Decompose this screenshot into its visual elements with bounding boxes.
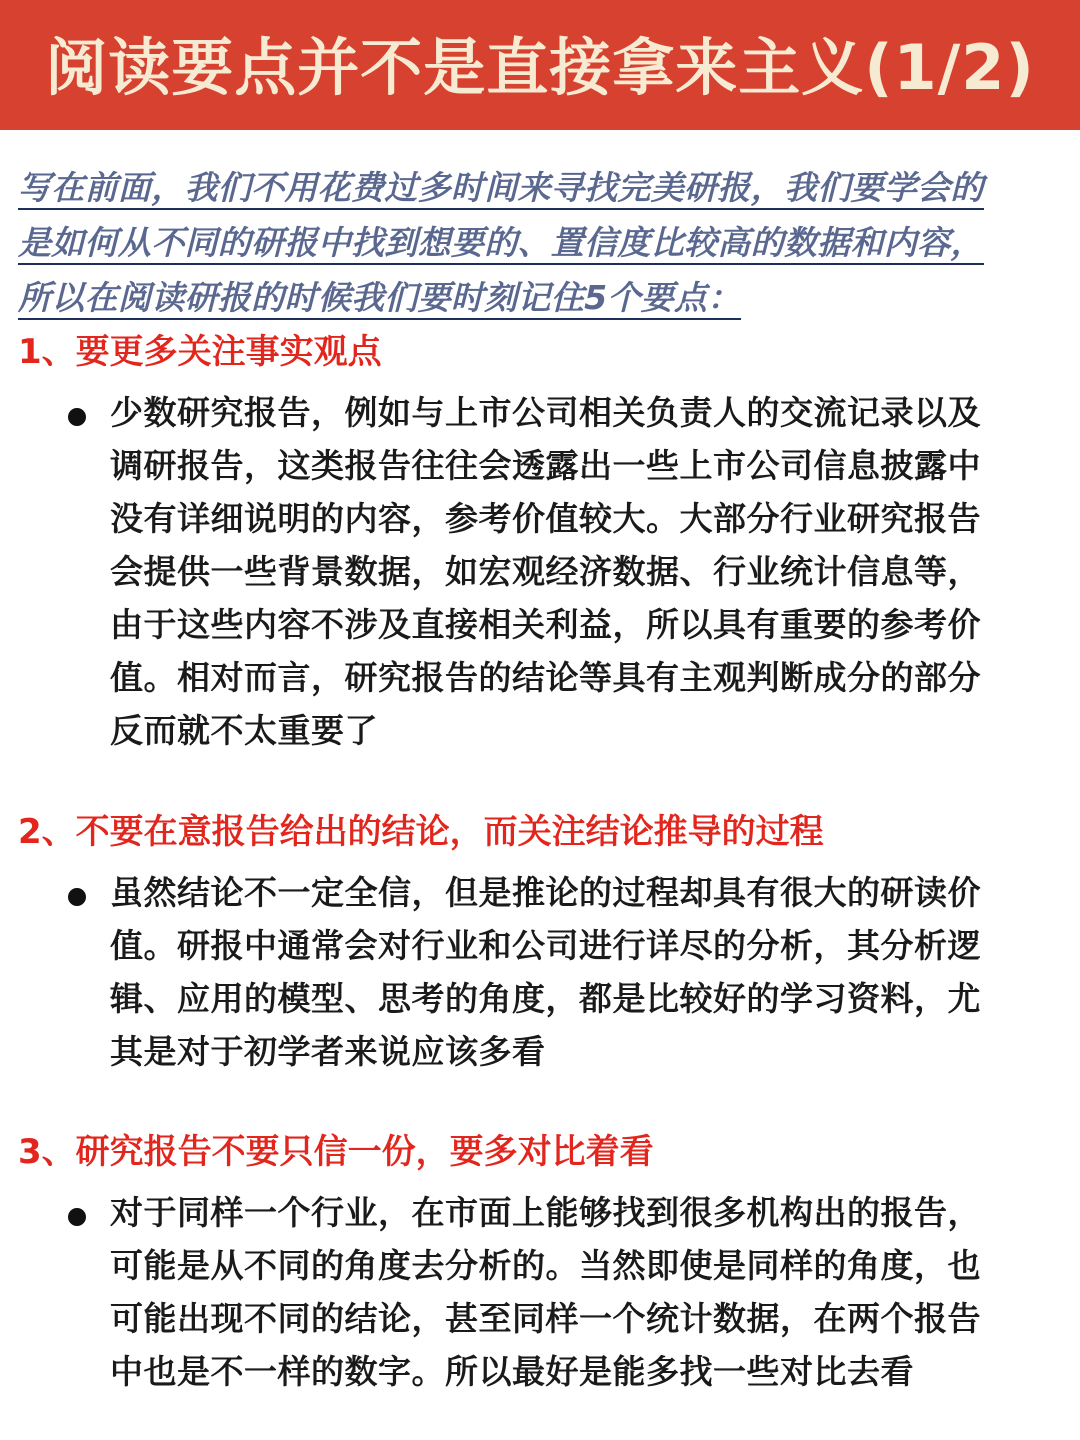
body-line: 少数研究报告，例如与上市公司相关负责人的交流记录以及 [110, 393, 981, 432]
body-line: 反而就不太重要了 [110, 711, 378, 750]
body-line: 会提供一些背景数据，如宏观经济数据、行业统计信息等， [110, 552, 981, 591]
bullet-item [18, 386, 1058, 757]
body-line: 可能出现不同的结论，甚至同样一个统计数据，在两个报告 [110, 1299, 981, 1338]
body-line: 辑、应用的模型、思考的角度，都是比较好的学习资料，尤 [110, 979, 981, 1018]
body-line: 调研报告，这类报告往往会透露出一些上市公司信息披露中 [110, 446, 981, 485]
section-heading: 2、不要在意报告给出的结论，而关注结论推导的过程 [18, 812, 824, 852]
intro-line: 是如何从不同的研报中找到想要的、置信度比较高的数据和内容， [18, 223, 984, 265]
body-line: 其是对于初学者来说应该多看 [110, 1032, 546, 1071]
body-line: 值。相对而言，研究报告的结论等具有主观判断成分的部分 [110, 658, 981, 697]
body-line: 没有详细说明的内容，参考价值较大。大部分行业研究报告 [110, 499, 981, 538]
bullet-dot-icon [68, 1208, 86, 1226]
body-line: 由于这些内容不涉及直接相关利益，所以具有重要的参考价 [110, 605, 981, 644]
bullet-dot-icon [68, 408, 86, 426]
body-line: 中也是不一样的数字。所以最好是能多找一些对比去看 [110, 1352, 914, 1391]
bullet-dot-icon [68, 888, 86, 906]
bullet-item [18, 1186, 1058, 1398]
intro-paragraph [18, 168, 1058, 333]
body-line: 值。研报中通常会对行业和公司进行详尽的分析，其分析逻 [110, 926, 981, 965]
title-banner [0, 0, 1080, 130]
intro-line: 写在前面，我们不用花费过多时间来寻找完美研报，我们要学会的 [18, 168, 984, 210]
section-2 [18, 812, 1058, 1078]
body-line: 对于同样一个行业，在市面上能够找到很多机构出的报告， [110, 1193, 981, 1232]
page-title: 阅读要点并不是直接拿来主义(1/2) [45, 30, 1035, 104]
intro-line: 所以在阅读研报的时候我们要时刻记住5个要点： [18, 278, 741, 320]
section-1 [18, 332, 1058, 757]
section-heading: 3、研究报告不要只信一份，要多对比着看 [18, 1132, 654, 1172]
bullet-item [18, 866, 1058, 1078]
section-heading: 1、要更多关注事实观点 [18, 332, 382, 372]
body-line: 可能是从不同的角度去分析的。当然即使是同样的角度，也 [110, 1246, 981, 1285]
body-line: 虽然结论不一定全信，但是推论的过程却具有很大的研读价 [110, 873, 981, 912]
section-3 [18, 1132, 1058, 1398]
